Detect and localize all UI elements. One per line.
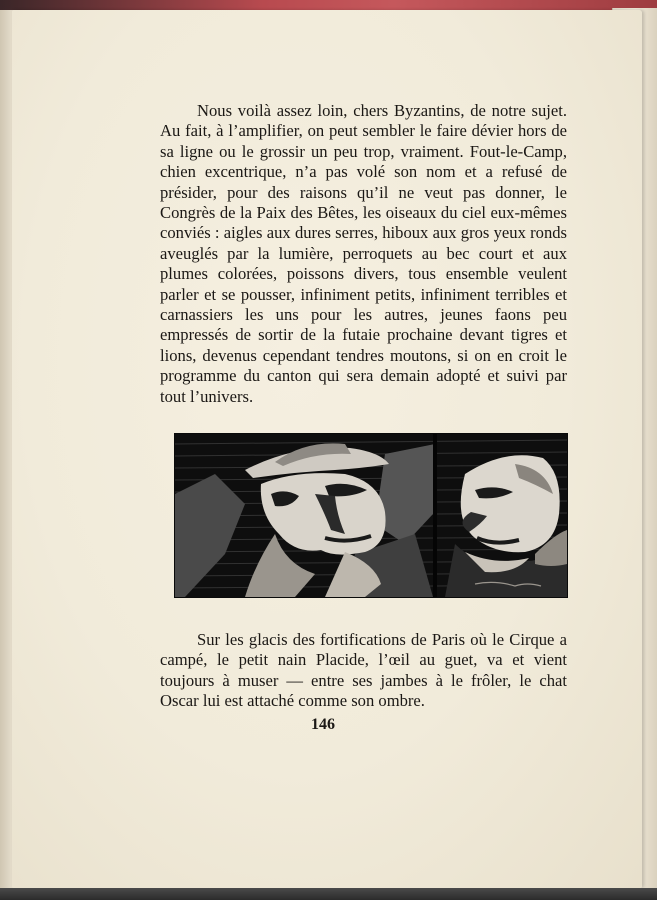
page-number: 146 xyxy=(311,716,335,733)
text-block-upper xyxy=(160,101,567,407)
paragraph-1: Nous voilà assez loin, chers Byzantins, de notre sujet. Au fait, à l’amplifier, on peut sembler le faire dévier hors de sa ligne ou le grossir un peu trop, vraiment. Fout-le-Camp, chien excentrique, n’a pas volé son nom et a refusé de présider, pour des raisons qu’il ne veut pas donner, le Congrès de la Paix des Bêtes, les oiseaux du ciel eux-mêmes conviés : aigles aux dures serres, hiboux aux gros yeux ronds aveuglés par la lumière, perroquets au bec court et aux plumes colorées, poissons divers, tous ensemble veulent parler et se pousser, infiniment petits, infiniment terribles et carnassiers les uns pour les autres, jeunes faons peu empressés de sortir de la futaie prochaine devant tigres et lions, devenus cependant tendres moutons, si on en croit le programme du canton qui sera demain adopté et suivi par tout l’univers. xyxy=(160,101,567,406)
woodcut-illustration xyxy=(174,433,568,598)
scan-bottom-edge xyxy=(0,888,657,900)
paragraph-2: Sur les glacis des fortifications de Paris où le Cirque a campé, le petit nain Placide, l’œil au guet, va et vient toujours à muser — entre ses jambes à le frôler, le chat Oscar lui est attaché comme son ombre. xyxy=(160,630,567,711)
text-block-lower xyxy=(160,630,567,712)
woodcut-two-faces-image xyxy=(175,434,567,597)
